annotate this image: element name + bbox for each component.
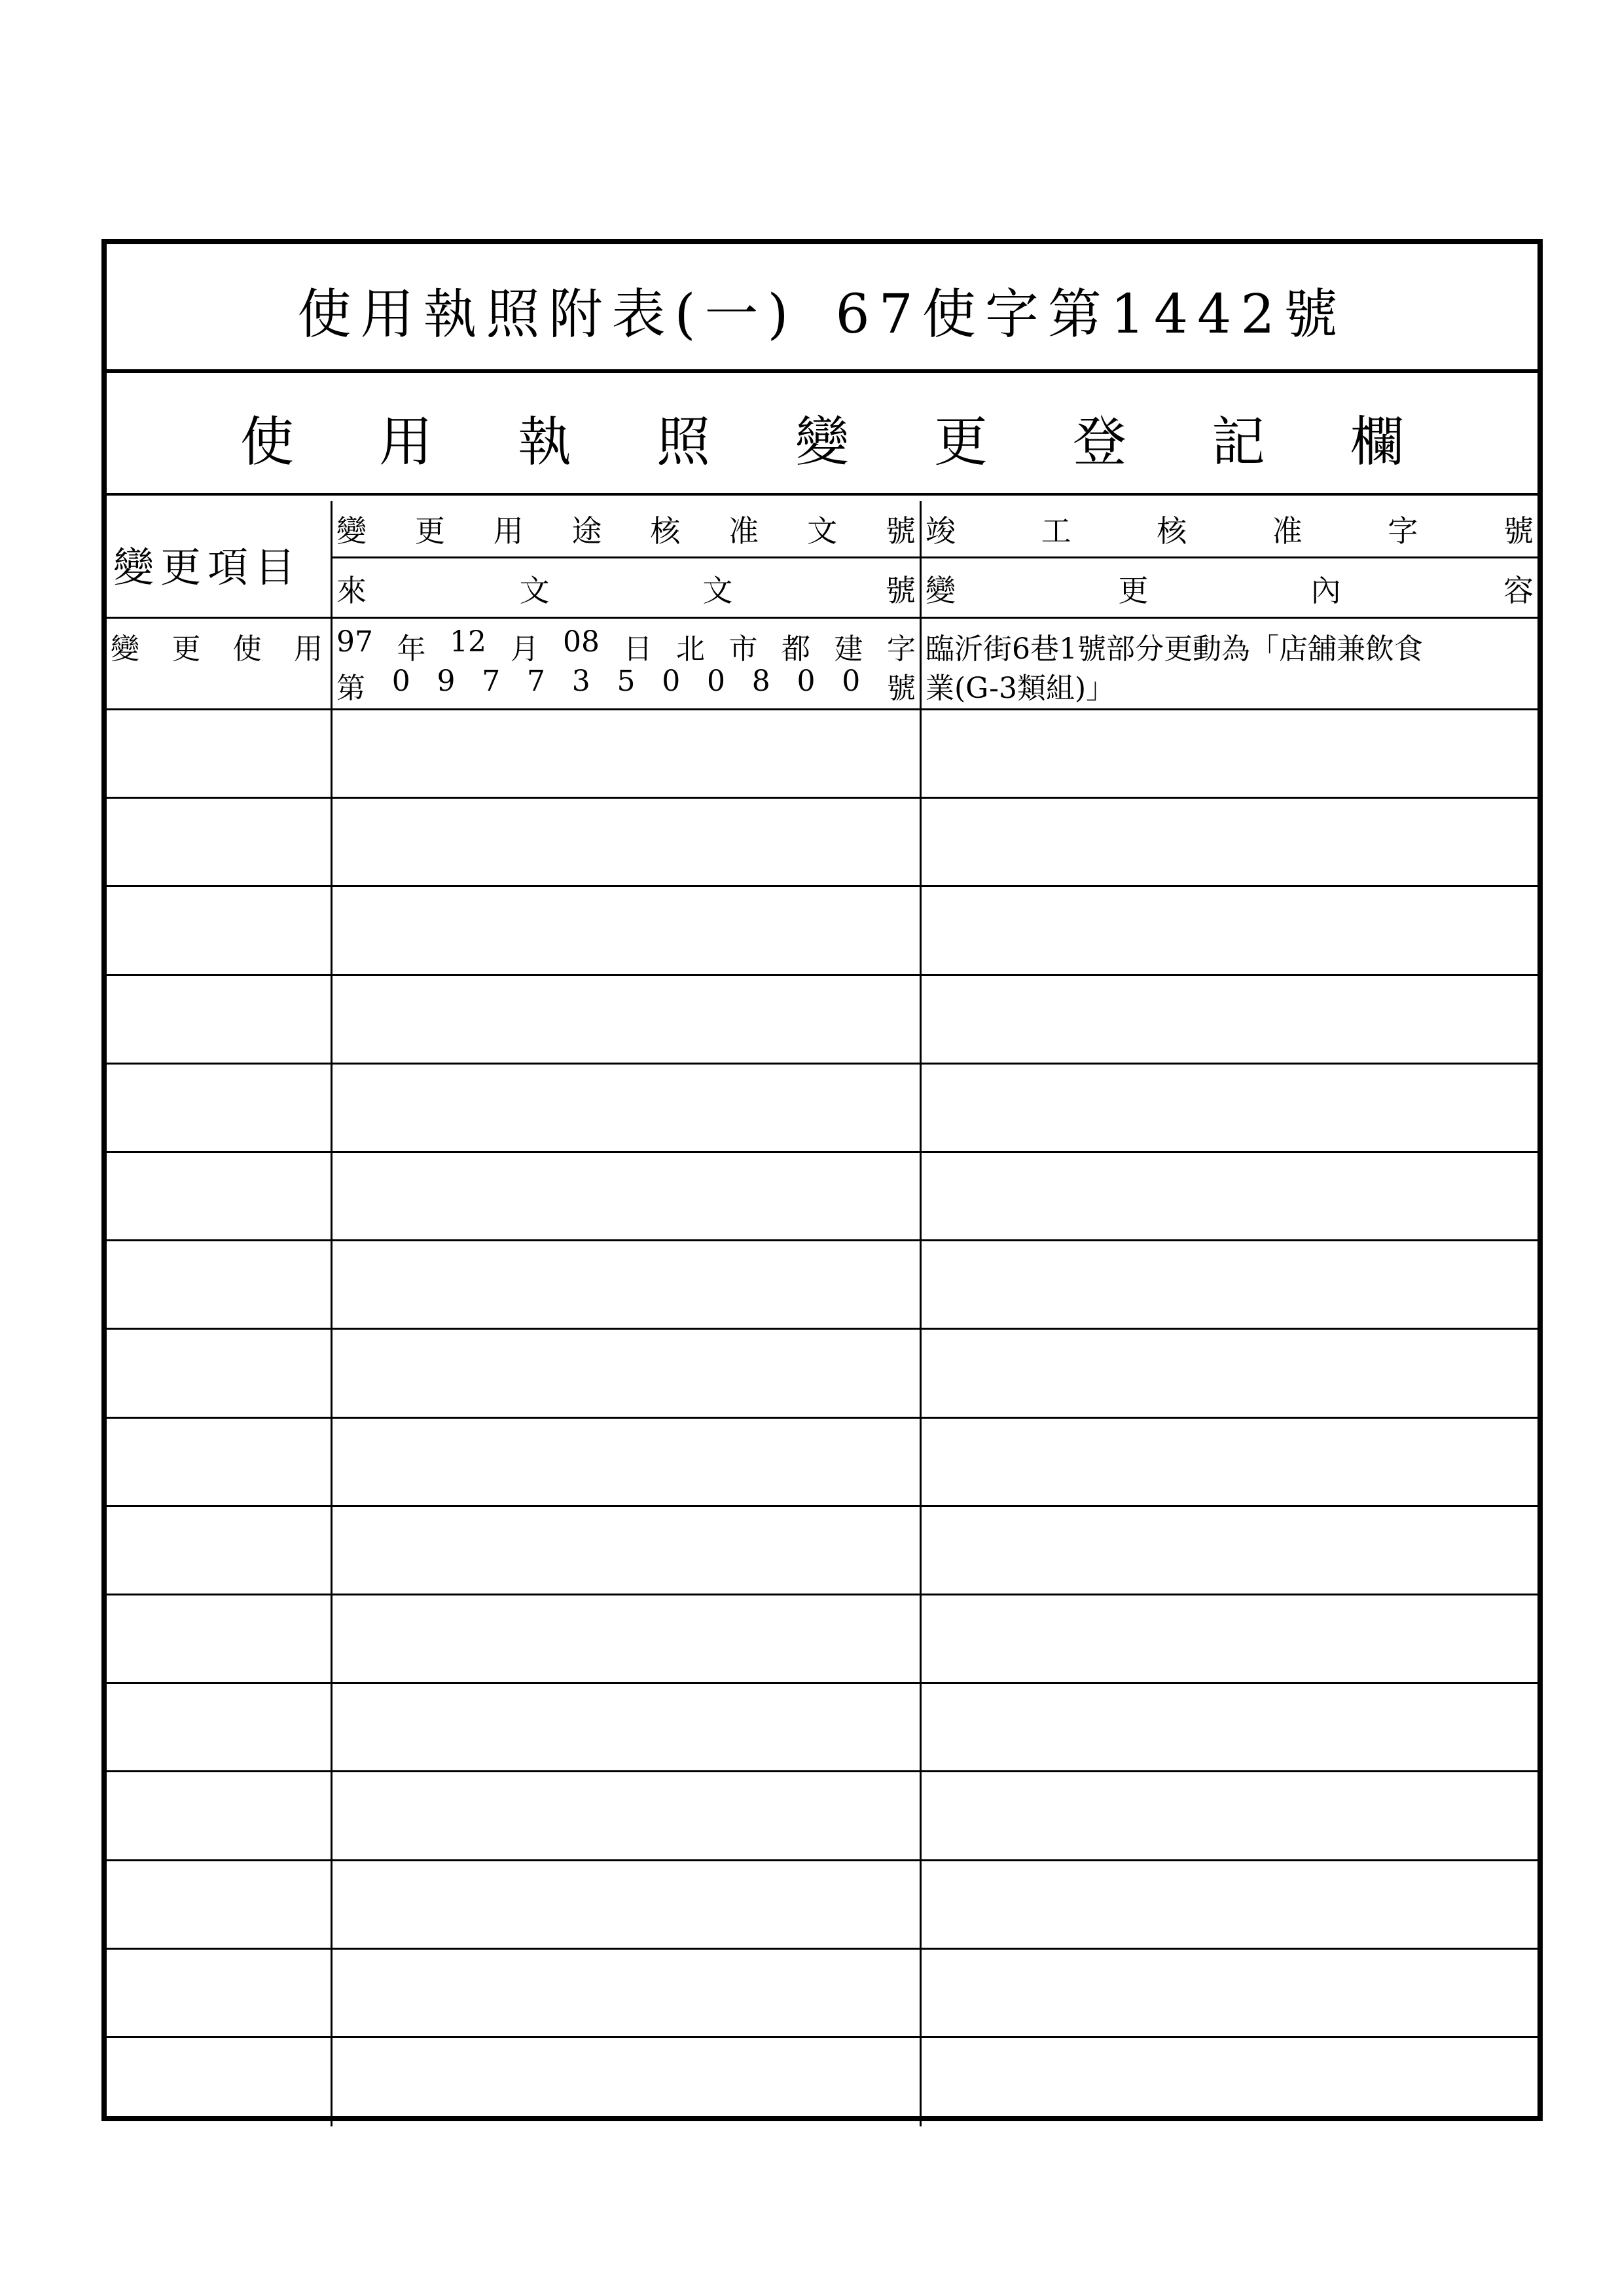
table-row [107,1419,1537,1507]
table-row [107,1153,1537,1241]
content-cell [922,1330,1537,1416]
table-row [107,2038,1537,2126]
item-cell [107,1065,333,1151]
item-cell [107,1330,333,1416]
content-cell [922,1772,1537,1859]
header-char: 更 [414,513,445,549]
table-row [107,1595,1537,1684]
content-cell [922,1419,1537,1505]
table-row [107,1241,1537,1330]
item-cell [107,1950,333,2036]
document-cell [333,799,922,885]
table-row [107,1330,1537,1418]
header-char: 途 [571,513,602,549]
header-char: 工 [1041,513,1071,549]
header-approval-doc-label [333,501,920,556]
header-char: 來 [336,573,367,608]
content-cell [922,1241,1537,1328]
header-char: 竣 [926,513,956,549]
item-cell [107,2038,333,2126]
document-cell [333,976,922,1063]
header-char: 變 [336,513,367,549]
header-char: 變 [926,573,956,608]
document-cell [333,1861,922,1948]
header-incoming-doc-label [333,560,920,617]
table-row [107,1772,1537,1861]
table-row [107,1507,1537,1595]
item-cell [107,710,333,797]
item-cell [107,1595,333,1682]
content-cell [922,619,1537,708]
table-row [107,887,1537,975]
content-cell [922,1950,1537,2036]
item-cell [107,1507,333,1594]
document-number-line: 第 0 9 7 7 3 5 0 0 8 0 0 號 [336,665,916,705]
content-cell [922,1684,1537,1770]
content-cell [922,1507,1537,1594]
document-cell [333,1241,922,1328]
document-cell [333,1507,922,1594]
header-char: 核 [1157,513,1187,549]
form-title: 使用執照附表(一) 67使字第1442號 [297,283,1347,346]
header-char: 內 [1310,573,1341,608]
content-cell [922,1065,1537,1151]
item-cell [107,1153,333,1239]
table-row [107,1065,1537,1153]
title-row [107,244,1537,371]
header-char: 准 [728,513,759,549]
change-content-line: 業(G-3類組)」 [926,672,1115,705]
content-cell [922,1861,1537,1948]
content-cell [922,710,1537,797]
change-content-line: 臨沂街6巷1號部分更動為「店舖兼飲食 [926,632,1423,666]
content-cell [922,887,1537,974]
content-cell [922,1595,1537,1682]
item-cell [107,887,333,974]
header-char: 號 [1503,513,1534,549]
table-row [107,976,1537,1065]
header-char: 更 [1118,573,1149,608]
document-cell [333,2038,922,2126]
change-item-text: 變 更 使 用 [111,632,323,666]
document-cell [333,1153,922,1239]
item-cell [107,799,333,885]
table-row [107,1950,1537,2038]
document-cell [333,1595,922,1682]
content-cell [922,976,1537,1063]
section-banner: 使用執照變更登記欄 [240,411,1489,473]
document-cell [333,1330,922,1416]
table-row [107,710,1537,799]
header-char: 用 [493,513,524,549]
document-cell [333,1772,922,1859]
document-number-line: 97 年 12 月 08 日 北 市 都 建 字 [336,625,916,666]
change-registration-form [101,239,1543,2121]
document-cell [333,710,922,797]
item-cell [107,1419,333,1505]
document-cell [333,619,922,708]
item-cell [107,1772,333,1859]
document-cell [333,1950,922,2036]
header-char: 號 [885,573,916,608]
content-cell [922,799,1537,885]
item-cell [107,619,333,708]
header-document-cell [333,501,922,619]
header-char: 文 [702,573,733,608]
document-cell [333,887,922,974]
item-cell [107,1861,333,1948]
content-cell [922,2038,1537,2126]
content-cell [922,1153,1537,1239]
header-char: 核 [650,513,681,549]
table-row [107,1861,1537,1950]
table-row [107,619,1537,710]
header-char: 文 [807,513,838,549]
header-item-label: 變更項目 [113,543,302,591]
item-cell [107,976,333,1063]
document-cell [333,1684,922,1770]
header-completion-label [922,501,1537,556]
header-char: 准 [1272,513,1303,549]
header-change-content-label [922,560,1537,617]
table-row [107,799,1537,887]
table-row [107,1684,1537,1772]
header-content-cell [922,501,1537,619]
header-char: 容 [1503,573,1534,608]
header-item-cell [107,501,333,619]
banner-row [107,371,1537,496]
item-cell [107,1684,333,1770]
header-char: 字 [1388,513,1418,549]
item-cell [107,1241,333,1328]
document-cell [333,1419,922,1505]
document-cell [333,1065,922,1151]
header-char: 文 [519,573,550,608]
header-char: 號 [885,513,916,549]
